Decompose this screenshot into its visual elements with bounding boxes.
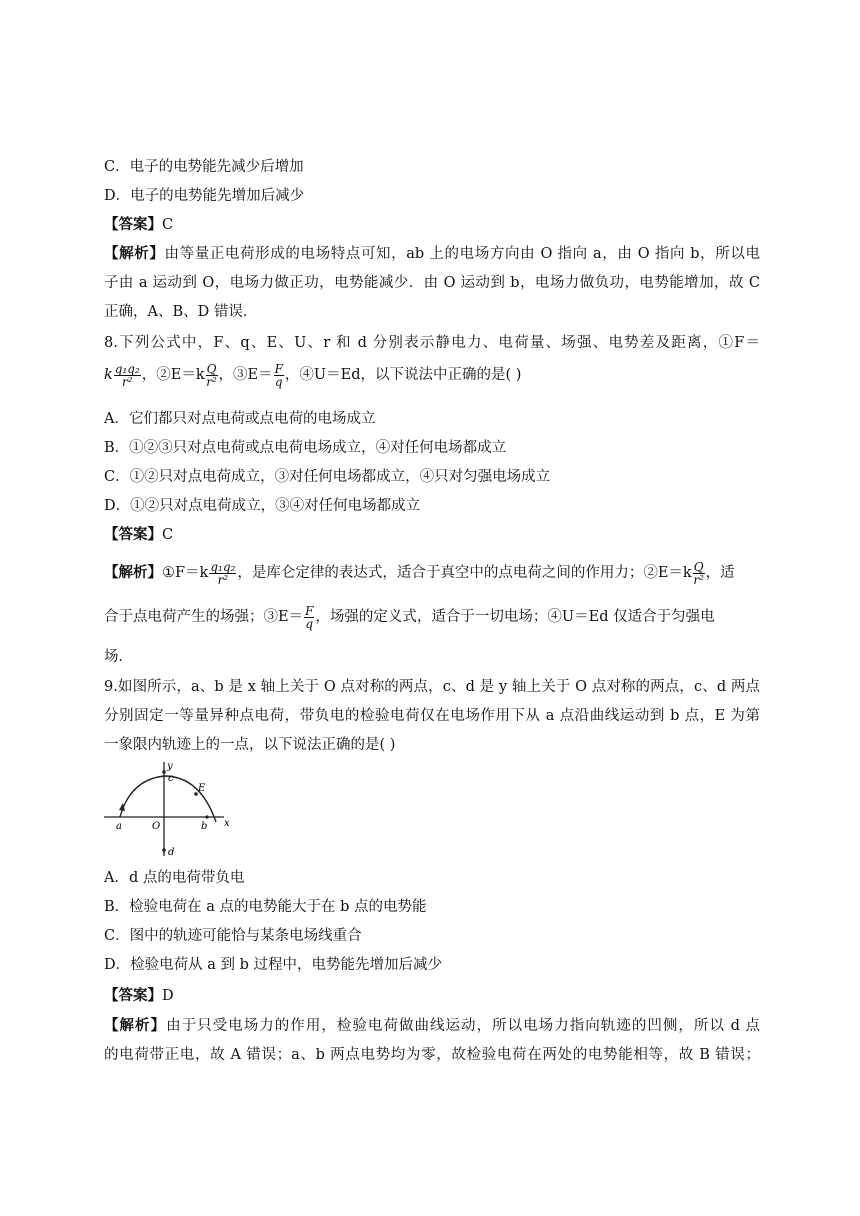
- analysis-text: ，场强的定义式，适合于一切电场；④U＝Ed 仅适合于匀强电: [315, 609, 715, 625]
- point-c: [162, 770, 166, 774]
- frac-num: Q: [206, 361, 217, 376]
- analysis-text: ，是库仑定律的表达式，适合于真空中的点电荷之间的作用力；②E＝k: [237, 565, 692, 581]
- analysis-text: 由等量正电荷形成的电场特点可知，ab 上的电场方向由 O 指向 a，由 O 指向 b，所以电: [164, 246, 761, 262]
- frac-num: q₁q₂: [210, 559, 236, 574]
- q8-stem-line-1: 8.下列公式中，F、q、E、U、r 和 d 分别表示静电力、电荷量、场强、电势差及距离，①F＝: [104, 335, 760, 351]
- frac-den: r²: [693, 572, 704, 587]
- q8-analysis-line-2: [104, 604, 760, 630]
- q7-option-c: C．电子的电势能先减少后增加: [104, 159, 304, 175]
- answer-value: D: [162, 988, 174, 1004]
- q9-option-d: D．检验电荷从 a 到 b 过程中，电势能先增加后减少: [104, 957, 442, 973]
- q8-analysis-line-3: 场．: [104, 649, 133, 665]
- field-def-fraction: [304, 605, 314, 630]
- frac-num: q₁q₂: [114, 361, 140, 376]
- answer-label: 【答案】: [104, 216, 162, 233]
- frac-num: F: [274, 361, 283, 376]
- frac-den: r²: [217, 572, 229, 587]
- label-O: O: [152, 821, 161, 832]
- stem-tail: ，④U＝Ed，以下说法中正确的是( ): [284, 367, 522, 383]
- q9-stem-line-2: 分别固定一等量异种点电荷，带负电的检验电荷仅在电场作用下从 a 点沿曲线运动到 b 点，E 为第: [104, 708, 760, 724]
- q7-analysis-line-3: 正确，A、B、D 错误．: [104, 304, 258, 320]
- frac-den: q: [274, 374, 283, 389]
- frac-num: F: [305, 603, 314, 618]
- label-b: b: [201, 821, 208, 832]
- q9-analysis-line-1: [104, 1015, 760, 1037]
- frac-den: r²: [122, 374, 133, 389]
- answer-label: 【答案】: [104, 987, 162, 1004]
- analysis-label: 【解析】: [104, 1017, 167, 1034]
- answer-value: C: [162, 527, 174, 543]
- coulomb-fraction: [209, 561, 236, 586]
- q7-analysis-line-1: [104, 243, 760, 265]
- analysis-text: ，适: [705, 565, 735, 581]
- analysis-text: 由于只受电场力的作用，检验电荷做曲线运动，所以电场力指向轨迹的凹侧，所以 d 点: [166, 1018, 761, 1034]
- analysis-text: 合于点电荷产生的场强；③E＝: [104, 609, 304, 625]
- analysis-label: 【解析】: [104, 564, 162, 581]
- point-field-fraction: [206, 363, 218, 388]
- q7-option-d: D．电子的电势能先增加后减少: [104, 188, 305, 204]
- frac-den: q: [305, 616, 314, 631]
- formula-k: k: [104, 367, 113, 383]
- q8-answer: [104, 524, 760, 546]
- q9-answer: [104, 985, 760, 1007]
- q8-option-c: C．①②只对点电荷成立，③对任何电场都成立，④只对匀强电场成立: [104, 469, 551, 485]
- frac-den: r²: [206, 374, 217, 389]
- point-field-fraction: [693, 561, 705, 586]
- point-b: [205, 815, 208, 818]
- q8-analysis-line-1: [104, 560, 760, 586]
- analysis-label: 【解析】: [104, 245, 165, 262]
- formula-sep: ，②E＝k: [141, 367, 205, 383]
- label-a: a: [116, 821, 122, 832]
- answer-label: 【答案】: [104, 526, 162, 543]
- q7-answer: [104, 214, 760, 236]
- label-x: x: [224, 818, 230, 829]
- point-d: [162, 848, 166, 852]
- field-def-fraction: [274, 363, 284, 388]
- q9-option-c: C．图中的轨迹可能恰与某条电场线重合: [104, 928, 362, 944]
- q9-option-b: B．检验电荷在 a 点的电势能大于在 b 点的电势能: [104, 899, 427, 915]
- q8-stem-line-2: [104, 362, 760, 388]
- formula-sep: ，③E＝: [218, 367, 273, 383]
- label-d: d: [168, 847, 175, 858]
- frac-num: Q: [693, 559, 704, 574]
- answer-value: C: [162, 217, 174, 233]
- q9-analysis-line-2: 的电荷带正电，故 A 错误；a、b 两点电势均为零，故检验电荷在两处的电势能相等，故 B 错误；: [104, 1047, 760, 1063]
- analysis-text: ①F＝k: [162, 565, 209, 581]
- label-E: E: [198, 783, 206, 794]
- q9-option-a: A．d 点的电荷带负电: [104, 870, 245, 886]
- q8-option-b: B．①②③只对点电荷或点电荷电场成立，④对任何电场都成立: [104, 440, 507, 456]
- q9-figure: [100, 760, 240, 860]
- coulomb-fraction: [114, 363, 141, 388]
- label-c: c: [168, 773, 174, 784]
- q8-option-a: A．它们都只对点电荷或点电荷的电场成立: [104, 411, 376, 427]
- label-y: y: [167, 761, 173, 772]
- q9-stem-line-3: 一象限内轨迹上的一点，以下说法正确的是( ): [104, 737, 396, 753]
- q9-stem-line-1: 9.如图所示，a、b 是 x 轴上关于 O 点对称的两点，c、d 是 y 轴上关于 O 点对称的两点，c、d 两点: [104, 679, 760, 695]
- q8-option-d: D．①②只对点电荷成立，③④对任何电场都成立: [104, 498, 421, 514]
- q7-analysis-line-2: 子由 a 运动到 O，电场力做正功，电势能减少．由 O 运动到 b，电场力做负功，电势能增加，故 C: [104, 275, 760, 291]
